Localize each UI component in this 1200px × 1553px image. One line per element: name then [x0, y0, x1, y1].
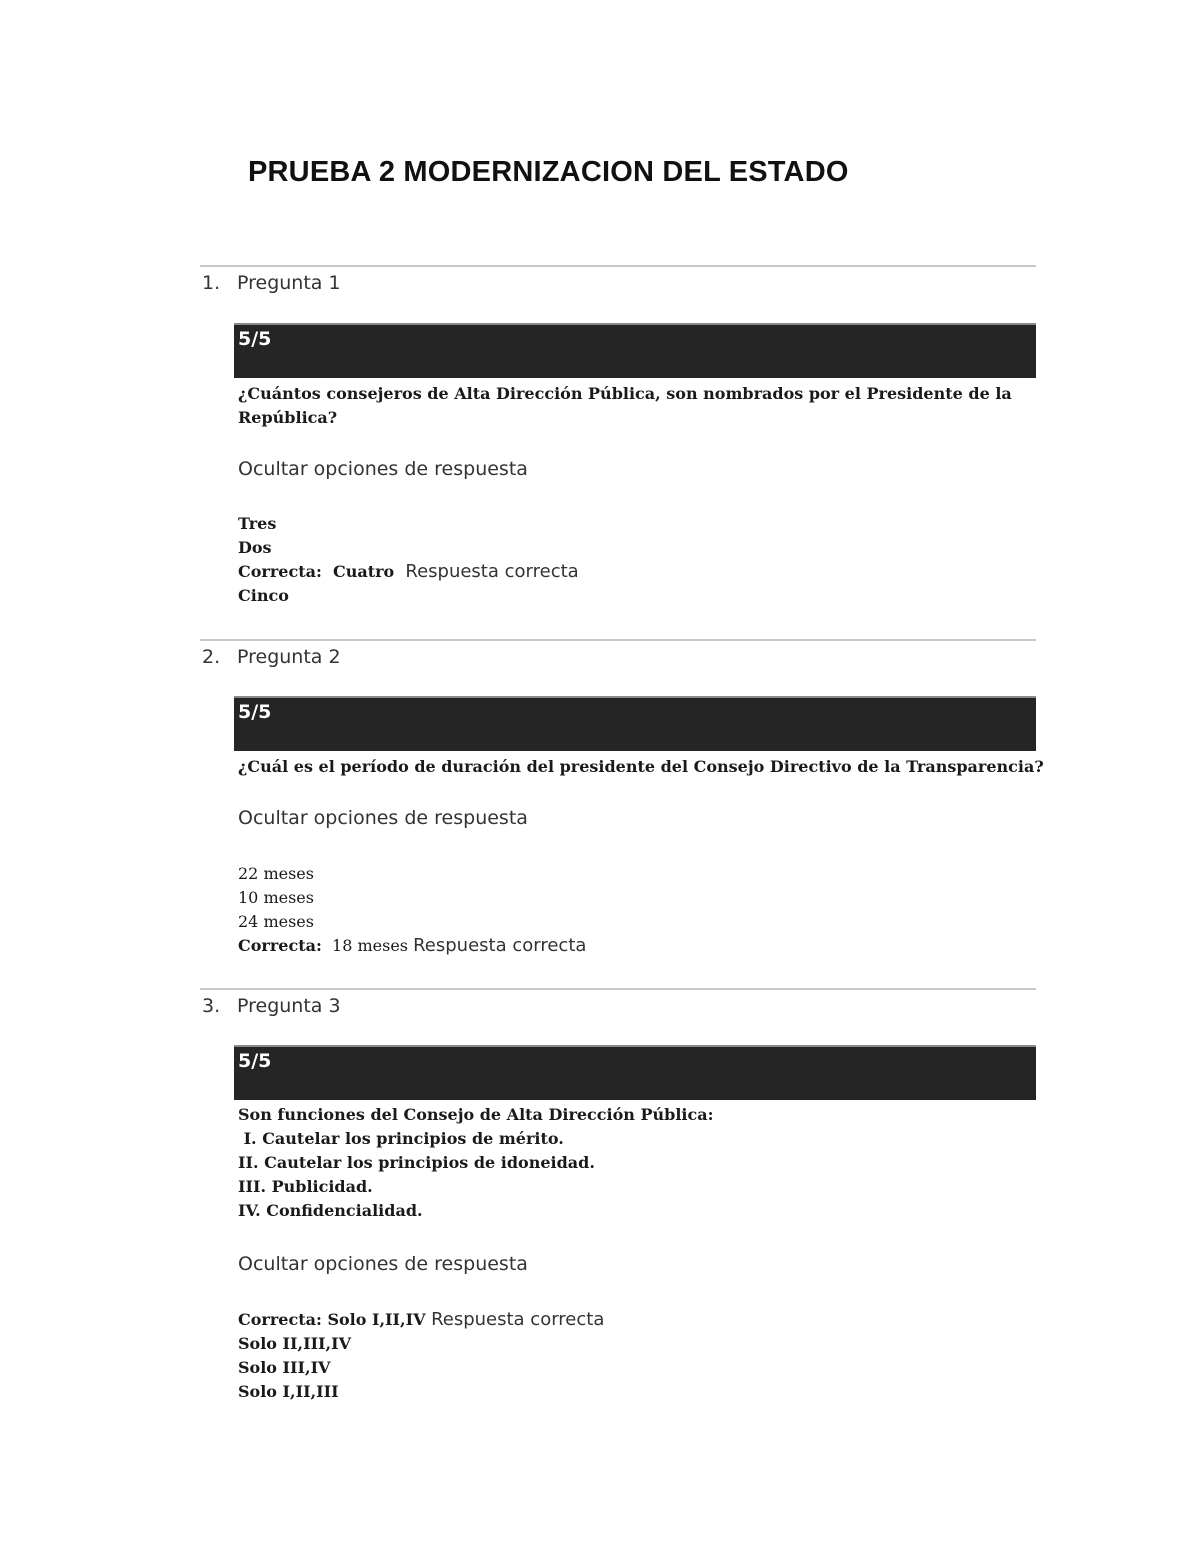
- question-text-line: República?: [238, 408, 338, 427]
- question-label: Pregunta 1: [237, 272, 341, 294]
- question-header: [200, 641, 1036, 697]
- answer-option: Cinco: [238, 586, 289, 605]
- question-block-1: [200, 265, 1036, 605]
- answer-option-correct: Correcta: Solo I,II,IV Respuesta correcta: [238, 1309, 605, 1330]
- question-text-line: IV. Confidencialidad.: [238, 1201, 423, 1220]
- question-number: 3.: [202, 995, 221, 1017]
- question-text-line: III. Publicidad.: [238, 1177, 373, 1196]
- answer-option: 22 meses: [238, 864, 314, 883]
- answer-option: Tres: [238, 514, 277, 533]
- question-label: Pregunta 2: [237, 646, 341, 668]
- question-block-3: [200, 988, 1036, 1401]
- answer-option: Solo II,III,IV: [238, 1334, 352, 1353]
- question-number: 1.: [202, 272, 221, 294]
- document-title: PRUEBA 2 MODERNIZACION DEL ESTADO: [248, 156, 849, 188]
- answer-options: [238, 862, 586, 958]
- question-text-line: ¿Cuál es el período de duración del presidente del Consejo Directivo de la Transparencia?: [238, 757, 1044, 776]
- question-text-line: Son funciones del Consejo de Alta Dirección Pública:: [238, 1105, 714, 1124]
- score-bar: [234, 696, 1036, 751]
- question-header: [200, 990, 1036, 1046]
- question-text: [238, 382, 1028, 430]
- hide-answer-options-toggle[interactable]: Ocultar opciones de respuesta: [238, 807, 528, 829]
- hide-answer-options-toggle[interactable]: Ocultar opciones de respuesta: [238, 458, 528, 480]
- answer-option: 10 meses: [238, 888, 314, 907]
- answer-option: Dos: [238, 538, 272, 557]
- score-bar: [234, 1045, 1036, 1100]
- question-text-line: ¿Cuántos consejeros de Alta Dirección Pública, son nombrados por el Presidente de la: [238, 384, 1012, 403]
- answer-option: Solo I,II,III: [238, 1382, 339, 1401]
- score-value: 5/5: [238, 328, 272, 350]
- question-header: [200, 267, 1036, 323]
- question-text: [238, 1103, 1028, 1223]
- answer-options: [238, 1308, 604, 1404]
- answer-option-correct: Correcta: Cuatro Respuesta correcta: [238, 561, 579, 582]
- question-text: [238, 755, 1044, 779]
- answer-option-correct: Correcta: 18 meses Respuesta correcta: [238, 935, 587, 956]
- score-value: 5/5: [238, 1050, 272, 1072]
- question-label: Pregunta 3: [237, 995, 341, 1017]
- score-value: 5/5: [238, 701, 272, 723]
- question-number: 2.: [202, 646, 221, 668]
- score-bar: [234, 323, 1036, 378]
- hide-answer-options-toggle[interactable]: Ocultar opciones de respuesta: [238, 1253, 528, 1275]
- correct-answer-status: Respuesta correcta: [431, 1309, 605, 1330]
- question-text-line: II. Cautelar los principios de idoneidad.: [238, 1153, 595, 1172]
- answer-option: Solo III,IV: [238, 1358, 331, 1377]
- answer-options: [238, 512, 579, 608]
- answer-option: 24 meses: [238, 912, 314, 931]
- correct-answer-status: Respuesta correcta: [413, 935, 587, 956]
- correct-answer-status: Respuesta correcta: [405, 561, 579, 582]
- question-text-line: I. Cautelar los principios de mérito.: [238, 1129, 564, 1148]
- question-block-2: [200, 639, 1044, 956]
